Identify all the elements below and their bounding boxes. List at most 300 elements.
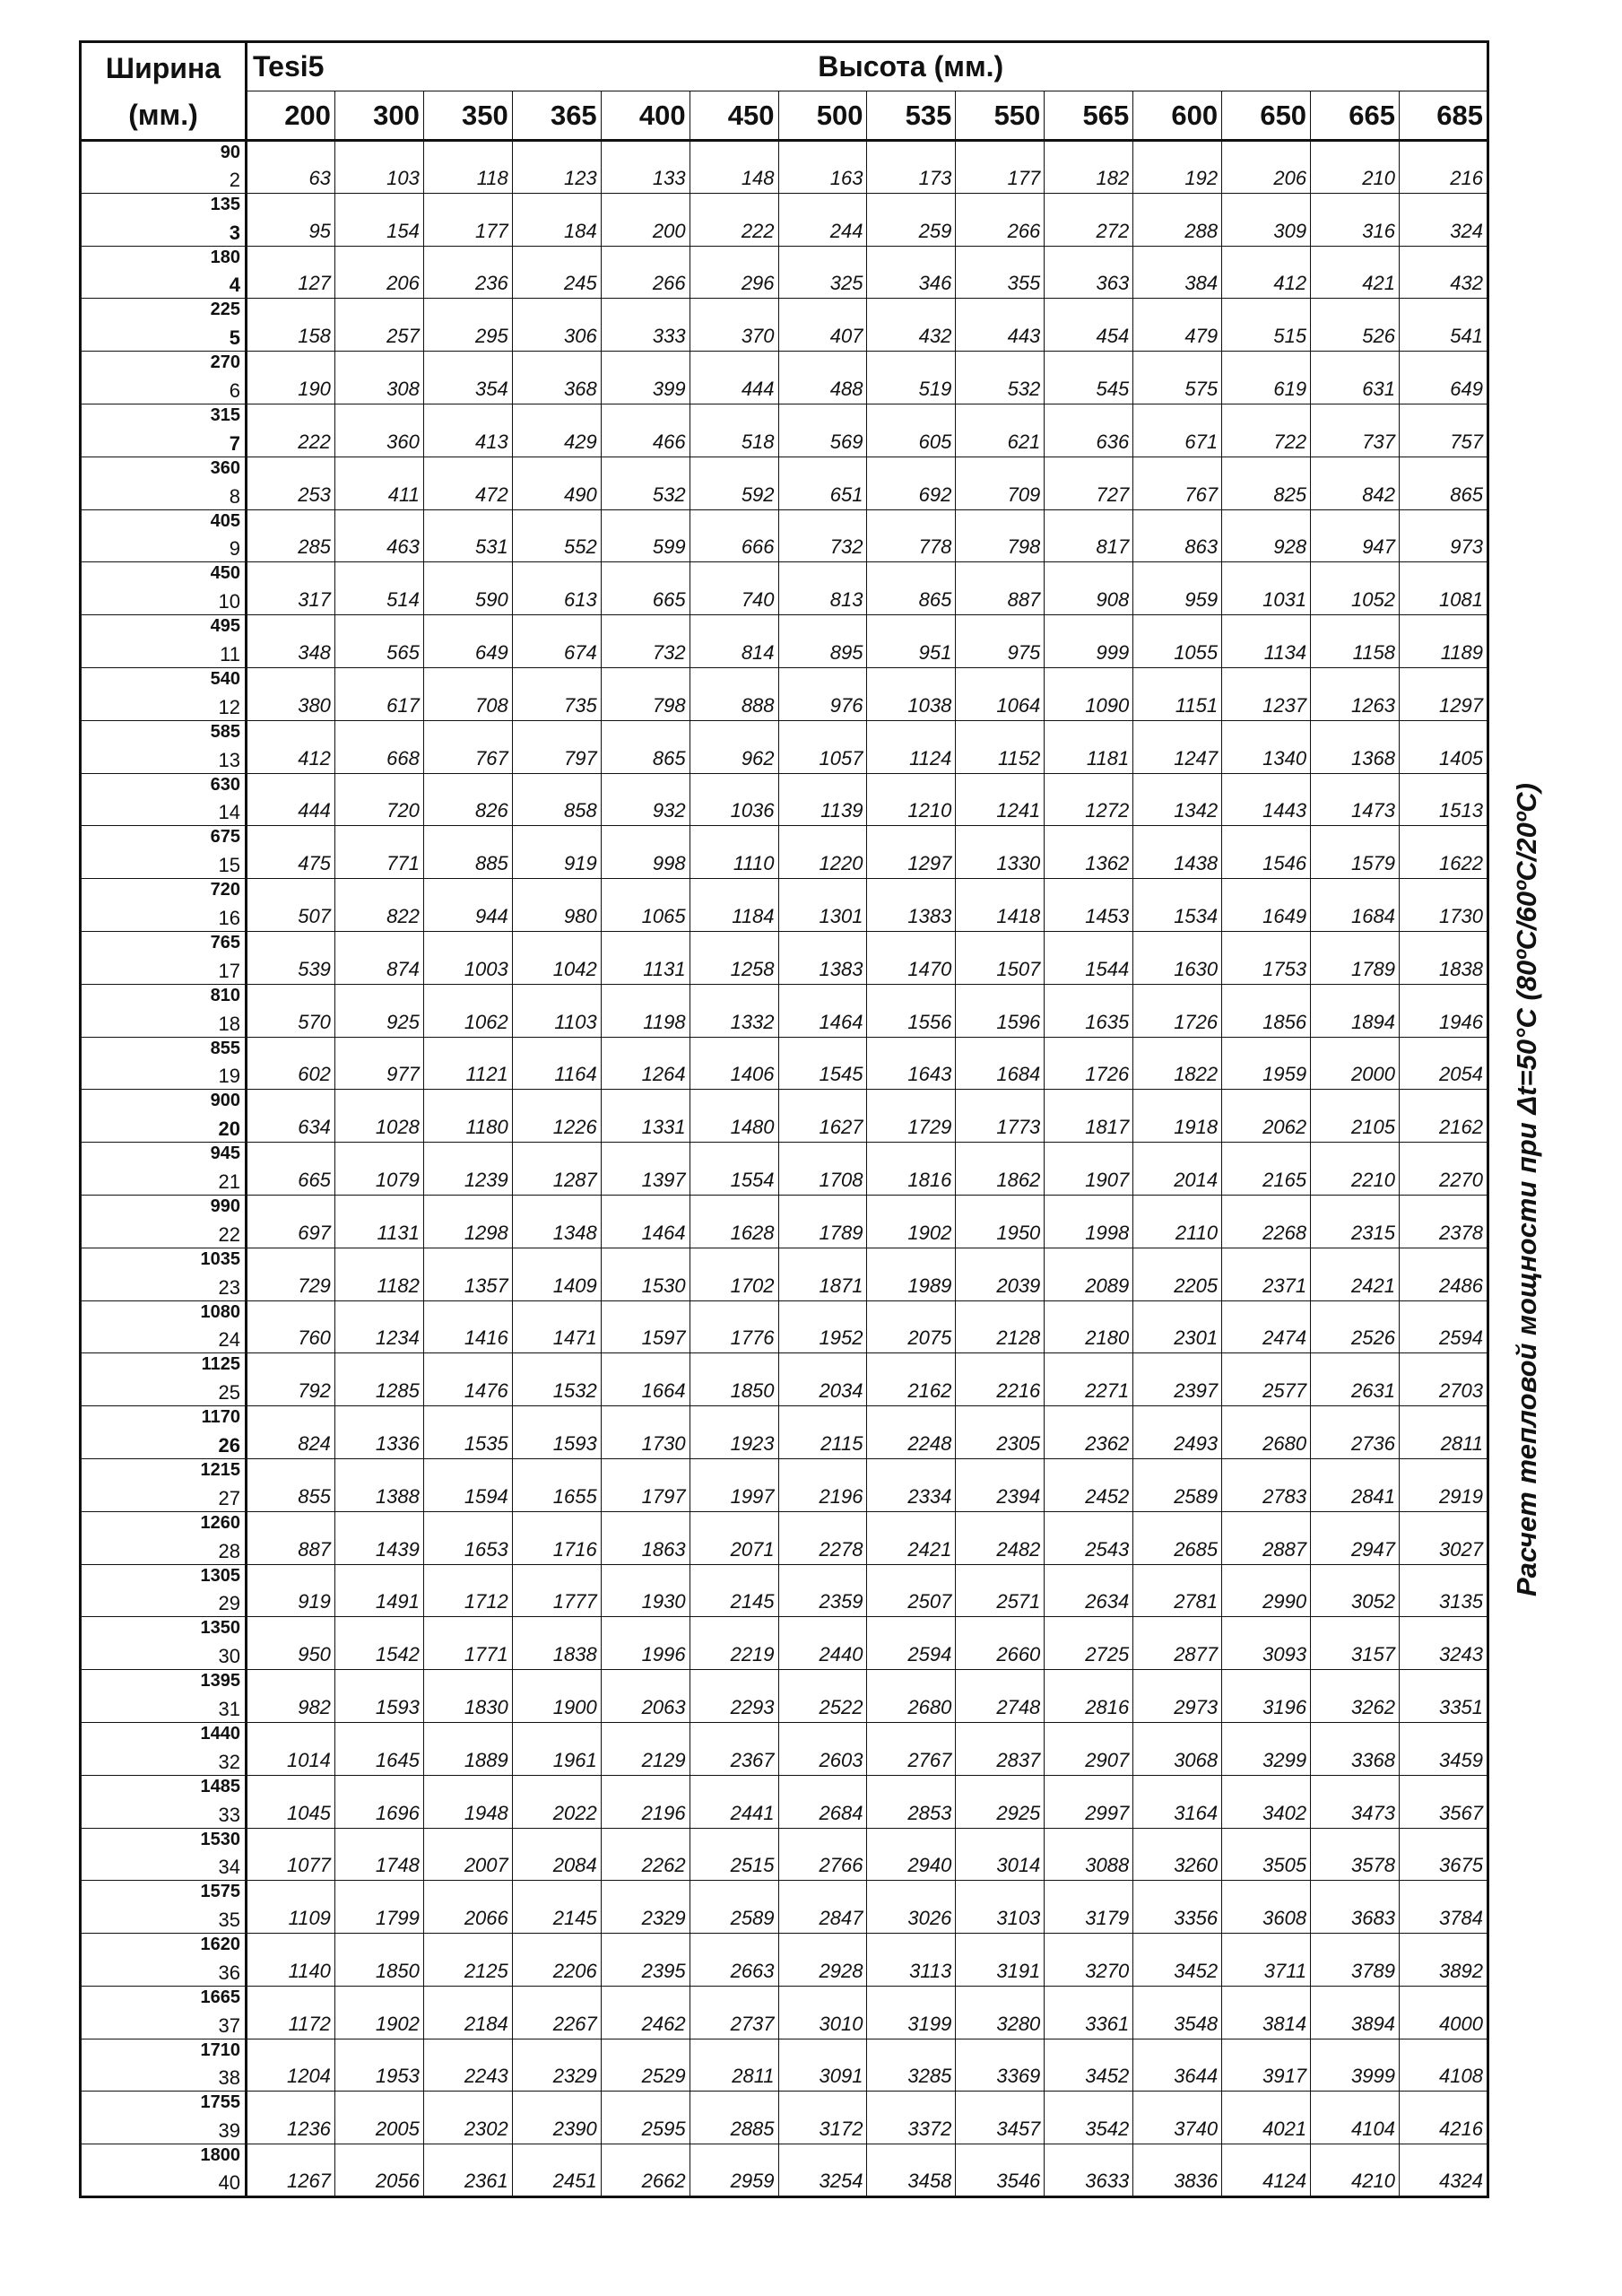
power-value: 407 [778,299,867,352]
power-value: 127 [247,246,335,299]
power-value: 708 [423,667,512,720]
power-value: 1900 [512,1670,601,1723]
width-cell [81,193,247,246]
power-value: 444 [690,352,778,404]
power-value: 421 [1311,246,1400,299]
power-value: 631 [1311,352,1400,404]
width-cell [81,1617,247,1670]
width-cell [81,509,247,562]
power-value: 1730 [601,1406,690,1459]
power-value: 1405 [1399,720,1488,773]
section-count: 18 [218,1012,240,1035]
power-value: 1593 [512,1406,601,1459]
width-cell [81,1775,247,1828]
power-value: 4210 [1311,2144,1400,2197]
power-value: 2206 [512,1934,601,1987]
table-row [81,1037,1488,1090]
table-row [81,1881,1488,1934]
power-value: 822 [334,879,423,932]
power-value: 737 [1311,404,1400,457]
power-value: 1946 [1399,984,1488,1037]
power-value: 253 [247,457,335,509]
power-value: 732 [778,509,867,562]
power-value: 1918 [1133,1090,1222,1143]
power-value: 760 [247,1300,335,1353]
power-value: 2543 [1045,1511,1133,1564]
section-count: 20 [218,1118,240,1141]
table-row [81,984,1488,1037]
section-count: 34 [218,1856,240,1879]
power-value: 1131 [334,1195,423,1248]
power-value: 325 [778,246,867,299]
power-value: 569 [778,404,867,457]
power-value: 2737 [690,1986,778,2039]
power-value: 1204 [247,2039,335,2092]
power-value: 3270 [1045,1934,1133,1987]
heat-output-table [79,40,1489,2198]
power-value: 2660 [956,1617,1045,1670]
power-value: 148 [690,141,778,194]
power-value: 1180 [423,1090,512,1143]
power-value: 1110 [690,826,778,879]
width-cell [81,1195,247,1248]
power-value: 1003 [423,931,512,984]
power-value: 2219 [690,1617,778,1670]
power-value: 2919 [1399,1458,1488,1511]
power-value: 519 [867,352,956,404]
power-value: 3172 [778,2092,867,2144]
table-body [81,141,1488,2197]
width-cell [81,1353,247,1406]
power-value: 1799 [334,1881,423,1934]
power-value: 1409 [512,1248,601,1300]
power-value: 636 [1045,404,1133,457]
power-value: 3548 [1133,1986,1222,2039]
section-count: 3 [229,221,240,244]
width-mm: 1395 [200,1671,240,1692]
height-header-200: 200 [247,91,335,141]
power-value: 4324 [1399,2144,1488,2197]
power-value: 757 [1399,404,1488,457]
power-value: 1822 [1133,1037,1222,1090]
power-value: 1139 [778,773,867,826]
power-value: 3542 [1045,2092,1133,2144]
power-value: 432 [1399,246,1488,299]
power-value: 3361 [1045,1986,1133,2039]
power-value: 1028 [334,1090,423,1143]
power-value: 998 [601,826,690,879]
header-row-title [81,42,1488,91]
power-value: 1464 [601,1195,690,1248]
power-value: 2595 [601,2092,690,2144]
table-row [81,931,1488,984]
power-value: 651 [778,457,867,509]
section-count: 2 [229,168,240,191]
section-count: 17 [218,959,240,982]
width-mm: 1665 [200,1987,240,2007]
power-value: 3262 [1311,1670,1400,1723]
power-value: 1164 [512,1037,601,1090]
height-header-685: 685 [1399,91,1488,141]
power-value: 1643 [867,1037,956,1090]
power-value: 2390 [512,2092,601,2144]
table-row [81,1564,1488,1617]
width-cell [81,352,247,404]
power-value: 1081 [1399,562,1488,615]
power-value: 1748 [334,1828,423,1881]
power-value: 2267 [512,1986,601,2039]
power-value: 919 [247,1564,335,1617]
power-value: 621 [956,404,1045,457]
power-value: 333 [601,299,690,352]
width-mm: 1215 [200,1459,240,1480]
power-value: 1131 [601,931,690,984]
width-cell [81,1722,247,1775]
power-value: 1182 [334,1248,423,1300]
power-value: 814 [690,615,778,668]
power-value: 1554 [690,1143,778,1196]
power-value: 1850 [690,1353,778,1406]
power-value: 1263 [1311,667,1400,720]
table-row [81,352,1488,404]
power-value: 2589 [1133,1458,1222,1511]
power-value: 177 [423,193,512,246]
power-value: 2684 [778,1775,867,1828]
power-value: 475 [247,826,335,879]
power-value: 411 [334,457,423,509]
power-value: 526 [1311,299,1400,352]
power-value: 855 [247,1458,335,1511]
section-count: 28 [218,1539,240,1562]
power-value: 908 [1045,562,1133,615]
width-mm: 720 [210,880,240,900]
power-value: 1388 [334,1458,423,1511]
power-value: 346 [867,246,956,299]
power-value: 2594 [1399,1300,1488,1353]
power-value: 887 [956,562,1045,615]
power-value: 599 [601,509,690,562]
section-count: 21 [218,1170,240,1193]
power-value: 370 [690,299,778,352]
power-value: 2270 [1399,1143,1488,1196]
power-value: 1332 [690,984,778,1037]
power-value: 2440 [778,1617,867,1670]
power-value: 1684 [1311,879,1400,932]
height-header-650: 650 [1222,91,1311,141]
power-value: 3372 [867,2092,956,2144]
power-value: 592 [690,457,778,509]
power-value: 3892 [1399,1934,1488,1987]
width-cell [81,1511,247,1564]
power-value: 200 [601,193,690,246]
power-value: 2421 [867,1511,956,1564]
power-value: 1064 [956,667,1045,720]
power-value: 2634 [1045,1564,1133,1617]
power-value: 2128 [956,1300,1045,1353]
power-value: 4021 [1222,2092,1311,2144]
section-count: 39 [218,2119,240,2143]
power-value: 2302 [423,2092,512,2144]
width-cell [81,931,247,984]
width-cell [81,879,247,932]
power-value: 798 [956,509,1045,562]
power-value: 944 [423,879,512,932]
power-value: 1383 [867,879,956,932]
power-value: 2486 [1399,1248,1488,1300]
power-value: 1416 [423,1300,512,1353]
height-header-350: 350 [423,91,512,141]
power-value: 1645 [334,1722,423,1775]
width-cell [81,1881,247,1934]
power-value: 2039 [956,1248,1045,1300]
height-header-450: 450 [690,91,778,141]
power-value: 123 [512,141,601,194]
section-count: 36 [218,1961,240,1984]
power-value: 1181 [1045,720,1133,773]
power-value: 962 [690,720,778,773]
power-value: 2115 [778,1406,867,1459]
power-value: 692 [867,457,956,509]
power-value: 296 [690,246,778,299]
power-value: 1189 [1399,615,1488,668]
width-mm: 225 [210,300,240,320]
power-value: 324 [1399,193,1488,246]
power-value: 384 [1133,246,1222,299]
power-value: 1184 [690,879,778,932]
power-value: 665 [247,1143,335,1196]
power-value: 3567 [1399,1775,1488,1828]
width-mm: 1485 [200,1776,240,1796]
power-value: 3457 [956,2092,1045,2144]
power-value: 1348 [512,1195,601,1248]
power-value: 2421 [1311,1248,1400,1300]
power-value: 3191 [956,1934,1045,1987]
power-value: 649 [1399,352,1488,404]
power-value: 665 [601,562,690,615]
power-value: 2482 [956,1511,1045,1564]
width-cell [81,1986,247,2039]
power-value: 1544 [1045,931,1133,984]
power-value: 1773 [956,1090,1045,1143]
power-value: 1507 [956,931,1045,984]
power-value: 3026 [867,1881,956,1934]
power-value: 2662 [601,2144,690,2197]
power-value: 668 [334,720,423,773]
power-value: 2885 [690,2092,778,2144]
width-cell [81,2144,247,2197]
power-value: 206 [1222,141,1311,194]
power-value: 1065 [601,879,690,932]
table-row [81,299,1488,352]
power-value: 2278 [778,1511,867,1564]
power-value: 552 [512,509,601,562]
table-row [81,720,1488,773]
power-value: 951 [867,615,956,668]
section-count: 11 [220,642,240,665]
section-count: 24 [218,1328,240,1352]
power-value: 1655 [512,1458,601,1511]
power-value: 158 [247,299,335,352]
power-value: 190 [247,352,335,404]
width-mm: 405 [210,510,240,531]
power-value: 3280 [956,1986,1045,2039]
power-value: 2663 [690,1934,778,1987]
width-mm: 315 [210,404,240,425]
power-value: 103 [334,141,423,194]
width-cell [81,1406,247,1459]
power-value: 1152 [956,720,1045,773]
power-value: 355 [956,246,1045,299]
power-value: 2940 [867,1828,956,1881]
power-value: 360 [334,404,423,457]
power-value: 1258 [690,931,778,984]
power-value: 1513 [1399,773,1488,826]
power-value: 735 [512,667,601,720]
power-value: 2205 [1133,1248,1222,1300]
power-value: 1055 [1133,615,1222,668]
power-value: 1052 [1311,562,1400,615]
power-value: 2196 [601,1775,690,1828]
power-value: 2589 [690,1881,778,1934]
power-value: 3010 [778,1986,867,2039]
power-value: 729 [247,1248,335,1300]
power-value: 2507 [867,1564,956,1617]
section-count: 14 [218,801,240,824]
power-value: 2811 [1399,1406,1488,1459]
heat-output-table-wrapper [79,40,1489,2198]
power-value: 1726 [1133,984,1222,1037]
width-mm: 1080 [200,1301,240,1322]
power-value: 3299 [1222,1722,1311,1775]
power-value: 919 [512,826,601,879]
power-value: 3068 [1133,1722,1222,1775]
width-mm: 945 [210,1144,240,1164]
table-row [81,1195,1488,1248]
table-row [81,193,1488,246]
power-value: 1297 [1399,667,1488,720]
table-row [81,1353,1488,1406]
power-value: 2522 [778,1670,867,1723]
power-value: 182 [1045,141,1133,194]
width-mm: 630 [210,774,240,795]
power-value: 1628 [690,1195,778,1248]
power-value: 2125 [423,1934,512,1987]
power-value: 973 [1399,509,1488,562]
power-value: 1532 [512,1353,601,1406]
power-value: 515 [1222,299,1311,352]
width-mm: 495 [210,616,240,637]
height-header-365: 365 [512,91,601,141]
power-value: 570 [247,984,335,1037]
power-value: 3836 [1133,2144,1222,2197]
power-value: 885 [423,826,512,879]
width-cell [81,2092,247,2144]
power-value: 488 [778,352,867,404]
power-value: 959 [1133,562,1222,615]
power-value: 479 [1133,299,1222,352]
power-value: 1653 [423,1511,512,1564]
power-value: 2262 [601,1828,690,1881]
power-value: 1471 [512,1300,601,1353]
width-mm: 270 [210,352,240,373]
power-value: 1664 [601,1353,690,1406]
power-value: 1838 [512,1617,601,1670]
power-value: 1439 [334,1511,423,1564]
power-value: 1856 [1222,984,1311,1037]
power-value: 531 [423,509,512,562]
power-value: 3675 [1399,1828,1488,1881]
power-value: 257 [334,299,423,352]
power-value: 154 [334,193,423,246]
power-value: 602 [247,1037,335,1090]
power-value: 3027 [1399,1511,1488,1564]
power-value: 295 [423,299,512,352]
section-count: 31 [218,1697,240,1720]
height-header-300: 300 [334,91,423,141]
power-value: 2397 [1133,1353,1222,1406]
power-value: 590 [423,562,512,615]
power-value: 2474 [1222,1300,1311,1353]
power-value: 317 [247,562,335,615]
power-value: 740 [690,562,778,615]
power-value: 429 [512,404,601,457]
power-value: 1546 [1222,826,1311,879]
power-value: 1383 [778,931,867,984]
power-value: 3402 [1222,1775,1311,1828]
power-value: 466 [601,404,690,457]
power-value: 1789 [1311,931,1400,984]
power-value: 2022 [512,1775,601,1828]
table-row [81,1934,1488,1987]
power-value: 3458 [867,2144,956,2197]
power-value: 3784 [1399,1881,1488,1934]
power-value: 1062 [423,984,512,1037]
power-value: 2293 [690,1670,778,1723]
power-value: 1491 [334,1564,423,1617]
power-value: 3052 [1311,1564,1400,1617]
power-value: 1702 [690,1248,778,1300]
power-value: 1712 [423,1564,512,1617]
power-value: 1121 [423,1037,512,1090]
power-value: 1989 [867,1248,956,1300]
power-value: 2210 [1311,1143,1400,1196]
power-value: 2162 [1399,1090,1488,1143]
power-value: 2577 [1222,1353,1311,1406]
power-value: 2056 [334,2144,423,2197]
power-value: 2685 [1133,1511,1222,1564]
power-value: 1950 [956,1195,1045,1248]
power-value: 1090 [1045,667,1133,720]
power-value: 634 [247,1090,335,1143]
power-value: 2515 [690,1828,778,1881]
power-value: 1109 [247,1881,335,1934]
power-value: 1996 [601,1617,690,1670]
power-value: 2493 [1133,1406,1222,1459]
power-value: 1362 [1045,826,1133,879]
power-value: 2063 [601,1670,690,1723]
power-value: 3356 [1133,1881,1222,1934]
power-value: 1287 [512,1143,601,1196]
power-value: 947 [1311,509,1400,562]
power-value: 2367 [690,1722,778,1775]
width-mm: 360 [210,457,240,478]
power-value: 2243 [423,2039,512,2092]
power-value: 1817 [1045,1090,1133,1143]
table-row [81,1511,1488,1564]
width-mm: 1260 [200,1512,240,1533]
power-value: 3179 [1045,1881,1133,1934]
power-value: 206 [334,246,423,299]
